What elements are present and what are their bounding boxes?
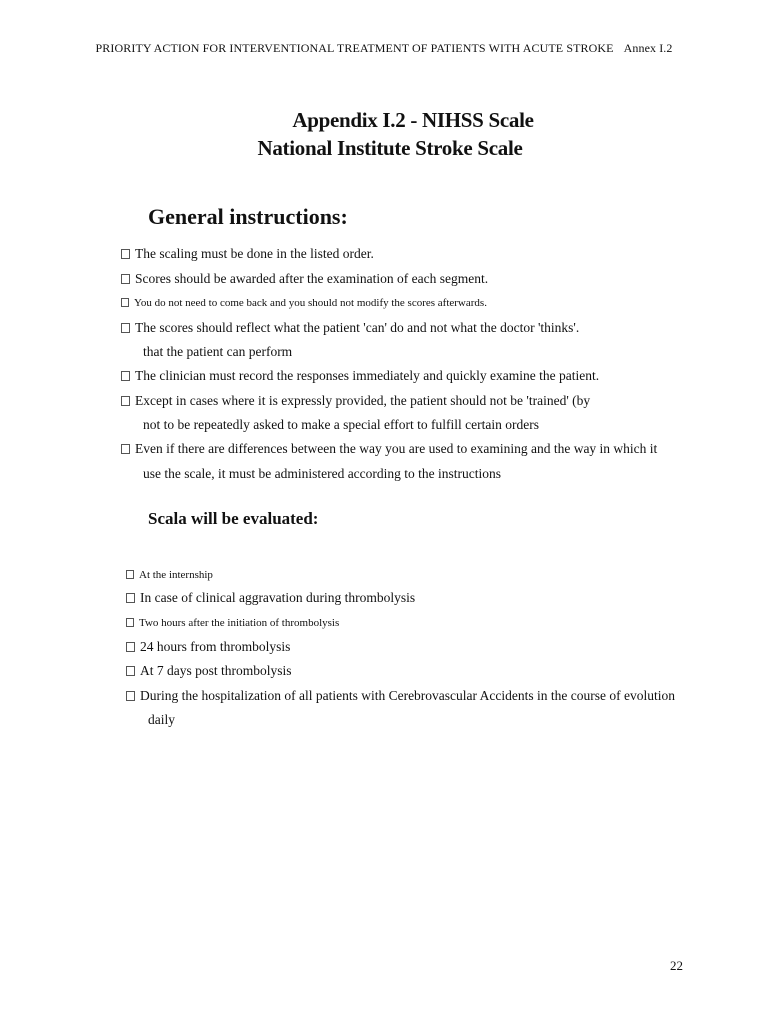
- checkbox-bullet-icon: [121, 298, 129, 307]
- list-item: You do not need to come back and you should not modify the scores afterwards.: [121, 294, 487, 312]
- list-item: During the hospitalization of all patients with Cerebrovascular Accidents in the course of evolution: [126, 687, 675, 705]
- list-item: Two hours after the initiation of thrombolysis: [126, 614, 339, 632]
- list-item: Except in cases where it is expressly provided, the patient should not be 'trained' (by: [121, 392, 590, 410]
- checkbox-bullet-icon: [121, 371, 130, 381]
- list-item-continuation: that the patient can perform: [143, 344, 293, 359]
- checkbox-bullet-icon: [126, 593, 135, 603]
- page-subtitle: National Institute Stroke Scale: [257, 136, 523, 160]
- list-item-continuation: daily: [148, 712, 175, 727]
- checkbox-bullet-icon: [126, 691, 135, 701]
- list-item: The scores should reflect what the patient 'can' do and not what the doctor 'thinks'.: [121, 319, 579, 337]
- checkbox-bullet-icon: [126, 570, 134, 579]
- page-number: 22: [670, 958, 683, 973]
- checkbox-bullet-icon: [121, 274, 130, 284]
- checkbox-bullet-icon: [121, 444, 130, 454]
- running-title: PRIORITY ACTION FOR INTERVENTIONAL TREATMENT OF PATIENTS WITH ACUTE STROKE: [95, 41, 614, 55]
- scala-evaluated-heading: Scala will be evaluated:: [148, 509, 319, 528]
- checkbox-bullet-icon: [126, 618, 134, 627]
- list-item: The clinician must record the responses immediately and quickly examine the patient.: [121, 367, 599, 385]
- checkbox-bullet-icon: [121, 249, 130, 259]
- checkbox-bullet-icon: [126, 642, 135, 652]
- list-item: 24 hours from thrombolysis: [126, 638, 290, 656]
- checkbox-bullet-icon: [126, 666, 135, 676]
- list-item-continuation: not to be repeatedly asked to make a special effort to fulfill certain orders: [143, 417, 539, 432]
- list-item: Even if there are differences between the way you are used to examining and the way in which it: [121, 440, 657, 458]
- list-item-continuation: use the scale, it must be administered according to the instructions: [143, 466, 502, 481]
- page-title: Appendix I.2 - NIHSS Scale: [292, 108, 534, 132]
- list-item: Scores should be awarded after the examination of each segment.: [121, 270, 488, 288]
- checkbox-bullet-icon: [121, 396, 130, 406]
- list-item: At the internship: [126, 566, 213, 584]
- list-item: The scaling must be done in the listed order.: [121, 245, 374, 263]
- annex-label: Annex I.2: [623, 41, 673, 55]
- list-item: At 7 days post thrombolysis: [126, 662, 292, 680]
- running-header: [0, 41, 768, 56]
- general-instructions-heading: General instructions:: [148, 204, 348, 229]
- list-item: In case of clinical aggravation during thrombolysis: [126, 589, 415, 607]
- checkbox-bullet-icon: [121, 323, 130, 333]
